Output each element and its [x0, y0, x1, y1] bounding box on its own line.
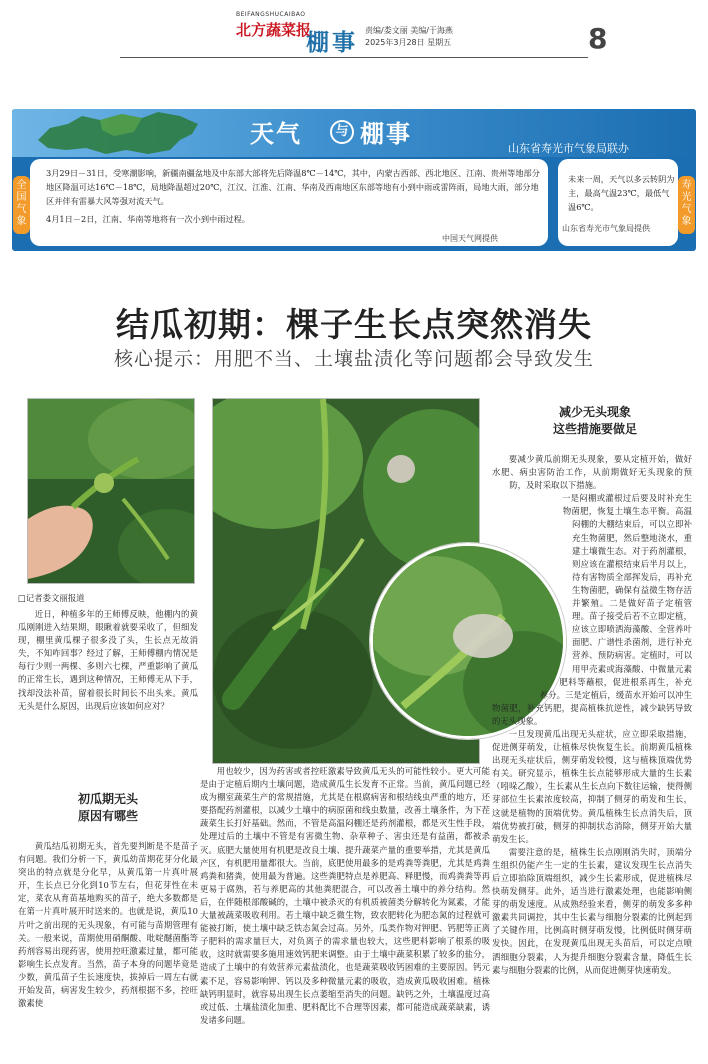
section-name: 棚事: [306, 30, 358, 56]
article-col2-body: 用也较少，因为药害或者控旺激素导致黄瓜无头的可能性较小。更大可能是由于定植后期内土壤问题，造成黄瓜生长发育不正常。当前，黄瓜问题已经成为棚室蔬菜生产的常规措施，尤其是在根腐病害和根结线虫严重的地方，还要搭配药剂灌根，以减少土壤中的病原菌和线虫数量，改善土壤条件，为下茬蔬菜生长打好基础。然而，不管是高温闷棚还是药剂灌根，都是灭生性手段，处理过后的土壤中不管是有害微生物、杂草种子、害虫还是有益菌，都被杀灭。底肥大量使用有机肥是改良土壤、提升蔬菜产量的重要举措，尤其是黄瓜产区，有机肥用量都很大。当前，底肥使用最多的是鸡粪等粪肥，尤其是鸡粪鸡粪和猪粪，使用最为普遍。这些粪肥特点是养肥高、释肥慢，而鸡粪粪等再更易于腐熟，若与养肥高的其他粪肥混合，可以改善土壤中的养分结构。然后，在伴随根部酸碱的，土壤中被杀灭的有机质被菌类分解转化为氮素，才能大量被蔬菜吸收利用。若土壤中缺乏微生物，致农肥转化为肥态氮的过程就可能被打断，使土壤中缺乏铁态氮会过高。另外，瓜类作物对钾肥、钙肥等正离子肥料的需求量巨大，对负离子的需求量也较大，这些肥料影响了根系的吸收，这时就需要多施用速效钙肥来调整。由于土壤中蔬菜积累了较多的盐分，造成了土壤中的有效营养元素盐渍化，也是蔬菜吸收钙困难的主要原因。钙元素不足，容易影响钾、钙以及多种微量元素的吸收，造成黄瓜吸收困难。植株缺钙明显时，就容易出现生长点萎缩至消失的问题。缺钙之外，土壤温度过高或过低、土壤盐渍化加重、肥料配比不合理等因素，都可能造成蔬菜缺素，诱发诸多问题。: [200, 766, 490, 1025]
weather-title-connector: 与: [330, 120, 354, 144]
col3-paragraph-2: 一是闷棚或灌根过后要及时补充生物菌肥，恢复土壤生态平衡。高温闷棚的大棚结束后，可以立即补充生物菌肥，然后整地浇水，重建土壤微生态。对于药剂灌根，则应该在灌根结束后半月以上，待有害物质全部挥发后，再补充生物菌肥，确保有益微生物存活并繁殖。二是做好苗子定植管理。苗子接受后若不立即定植，应该立即喷洒海藻酸、全营养叶面肥、广谱性杀菌剂，进行补充营养、预防病害。定植时，可以用甲壳素或海藻酸、中微量元素肥料等蘸根，促进根系再生，补充养分。三是定植后，缓苗水开始可以冲生物菌肥，补充钙肥，提高植株抗逆性，减少缺钙导致的无头现象。: [492, 493, 692, 726]
issue-date: 2025年3月28日 星期五: [365, 38, 452, 47]
editors-credit: 责编/娄文丽 美编/于海燕: [365, 26, 453, 35]
article-col3-body: [492, 453, 692, 1057]
china-map-icon: [30, 110, 210, 156]
article-headline: 结瓜初期：棵子生长点突然消失: [116, 305, 592, 344]
col3-paragraph-3: 一旦发现黄瓜出现无头症状，应立即采取措施，促进侧芽萌发，让植株尽快恢复生长。前期黄瓜植株出现无头症状后，侧芽萌发较慢，这与植株顶端优势有关。研究显示，植株生长点能够形成大量的生长素（吲哚乙酸），生长素从生长点向下数往运输，使得侧芽部位生长素浓度较高，抑制了侧芽的萌发和生长，这就是植物的顶端优势。黄瓜植株生长点消失后，顶端优势被打破，侧芽的抑制状态消除，侧芽开始大量萌发生长。: [492, 728, 692, 844]
weather-title-left: 天气: [250, 120, 302, 148]
national-weather-tab: 全国气象: [13, 176, 30, 234]
national-source: 中国天气网提供: [442, 234, 498, 243]
article-byline: □记者娄文丽报道: [18, 593, 85, 603]
subheading-measures: 减少无头现象 这些措施要做足: [552, 405, 637, 436]
local-source: 山东省寿光市气象局提供: [562, 224, 650, 233]
national-forecast-p2: 4月1日－2日，江南、华南等地将有一次小到中雨过程。: [46, 214, 250, 224]
subheading-causes: 初瓜期无头 原因有哪些: [77, 792, 138, 823]
weather-title-right: 棚事: [360, 120, 412, 148]
article-intro: 近日，种植多年的王师傅反映，他棚内的黄瓜刚刚进入结果期，眼瞅着就要采收了，但细发现，棚里黄瓜棵子很多没了头，生长点无故消失，不知咋回事？经过了解，王师傅棚内情况是每行少则一两棵、多则六七棵，严重影响了黄瓜的正常生长，遇到这种情况，王师傅无从下手，找却没法补苗，留着很长时间长不出头来。黄瓜无头是什么原因，出现后应该如何应对？: [18, 609, 198, 711]
paper-pinyin: BEIFANGSHUCAIBAO: [236, 11, 306, 18]
article-subhead: 核心提示：用肥不当、土壤盐渍化等问题都会导致发生: [113, 348, 594, 370]
col3-paragraph-1: 要减少黄瓜前期无头现象，要从定植开始，做好水肥、病虫害防治工作，从前期做好无头现象的预防，及时采取以下措施。: [492, 454, 692, 491]
article-col1-body: 黄瓜结瓜初期无头，首先要判断是不是苗子有问题。我们分析一下，黄瓜幼苗期花芽分化最突出的特点就是分化早，从黄瓜第一片真叶展开，生长点已分化到10节左右，但花芽性在未定，菜农从育苗基地购买的苗子，绝大多数都是在第一片真叶展开时送来的。也就是说，黄瓜10片叶之前出现的无头现象，有可能与苗期管理有关。一般来说，苗期使用硝酮酸、吡啶醚菌酯等药剂容易出现药害，使用控旺激素过量，都可能影响生长点发育。当然，苗子本身的问题毕竟是少数，黄瓜苗子生长速度快，拔掉后一周左右就开始发苗，病害发生较少，药剂根据不多，控旺激素使: [18, 841, 198, 1009]
national-forecast-p1: 3月29日－31日，受寒潮影响，新疆南疆盆地及中东部大部将先后降温8℃－14℃，其中，内蒙古西部、西北地区、江南、贵州等地部分地区降温可达16℃－18℃，局地降温超过20℃，江汉、江淮、江南、华南及西南地区东部等地有小到中雨或雷阵雨，局地大雨，部分地区并伴有雷暴大风等强对流天气。: [46, 168, 540, 206]
local-forecast: 未来一周，天气以多云转阴为主，最高气温23℃，最低气温6℃。: [568, 174, 675, 212]
col3-paragraph-4: 需要注意的是，植株生长点刚刚消失时，顶端分生组织仍能产生一定的生长素，建议发现生长点消失后立即掐除顶端组织，减少生长素形成，促进植株尽快萌发侧芽。此外，适当进行激素处理，也能影响侧芽的萌发速度。从成熟经验来看，侧芽的萌发多多种激素共同调控，其中生长素与细胞分裂素的比例起到了关键作用，比例高时侧芽萌发慢，比例低时侧芽萌发快。因此，在发现黄瓜出现无头苗后，可以定点喷洒细胞分裂素，人为提升细胞分裂素含量，降低生长素与细胞分裂素的比例，从而促进侧芽快速萌发。: [492, 846, 692, 975]
local-weather-tab: 寿光气象: [678, 176, 695, 234]
cucumber-hand-photo: [27, 398, 195, 584]
paper-name: 北方蔬菜报: [236, 21, 312, 39]
page-number: 8: [588, 22, 608, 55]
masthead-rule: [120, 57, 588, 58]
weather-bureau: 山东省寿光市气象局联办: [508, 142, 629, 155]
